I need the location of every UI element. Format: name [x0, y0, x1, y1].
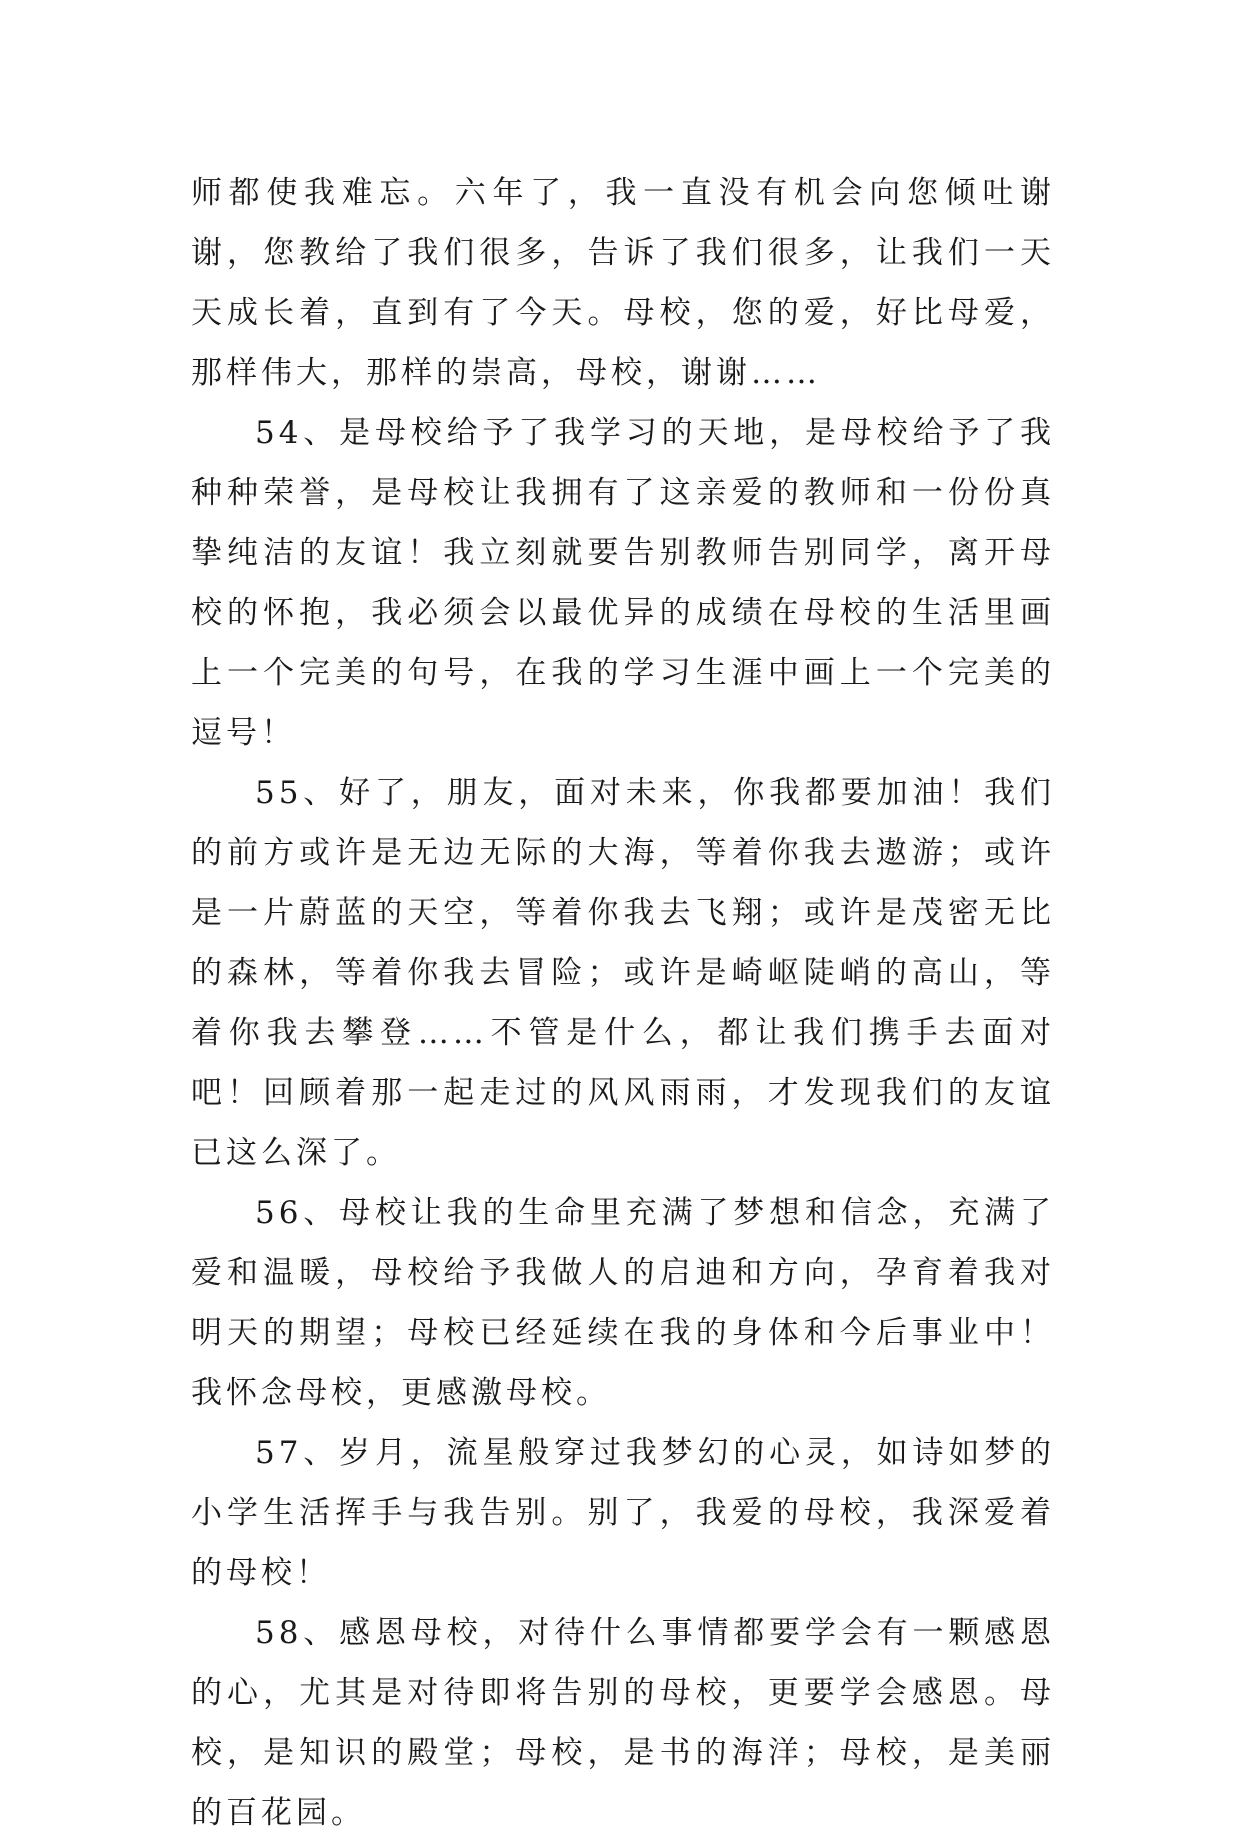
paragraph-56: 56、母校让我的生命里充满了梦想和信念，充满了爱和温暖，母校给予我做人的启迪和方向，孕育着我对明天的期望；母校已经延续在我的身体和今后事业中！我怀念母校，更感激母校。 — [191, 1195, 1055, 1411]
paragraph-55: 55、好了，朋友，面对未来，你我都要加油！我们的前方或许是无边无际的大海，等着你我去遨游；或许是一片蔚蓝的天空，等着你我去飞翔；或许是茂密无比的森林，等着你我去冒险；或许是崎岖陡峭的高山，等着你我去攀登……不管是什么，都让我们携手去面对吧！回顾着那一起走过的风风雨雨，才发现我们的友谊已这么深了。 — [191, 775, 1055, 1171]
paragraph-continued: 师都使我难忘。六年了，我一直没有机会向您倾吐谢谢，您教给了我们很多，告诉了我们很多，让我们一天天成长着，直到有了今天。母校，您的爱，好比母爱，那样伟大，那样的崇高，母校，谢谢…… — [191, 175, 1055, 391]
paragraph-54: 54、是母校给予了我学习的天地，是母校给予了我种种荣誉，是母校让我拥有了这亲爱的教师和一份份真挚纯洁的友谊！我立刻就要告别教师告别同学，离开母校的怀抱，我必须会以最优异的成绩在母校的生活里画上一个完美的句号，在我的学习生涯中画上一个完美的逗号！ — [191, 415, 1055, 751]
paragraph-58: 58、感恩母校，对待什么事情都要学会有一颗感恩的心，尤其是对待即将告别的母校，更要学会感恩。母校，是知识的殿堂；母校，是书的海洋；母校，是美丽的百花园。 — [191, 1615, 1055, 1831]
document-body — [191, 163, 1055, 1843]
paragraph-57: 57、岁月，流星般穿过我梦幻的心灵，如诗如梦的小学生活挥手与我告别。别了，我爱的母校，我深爱着的母校！ — [191, 1435, 1055, 1591]
